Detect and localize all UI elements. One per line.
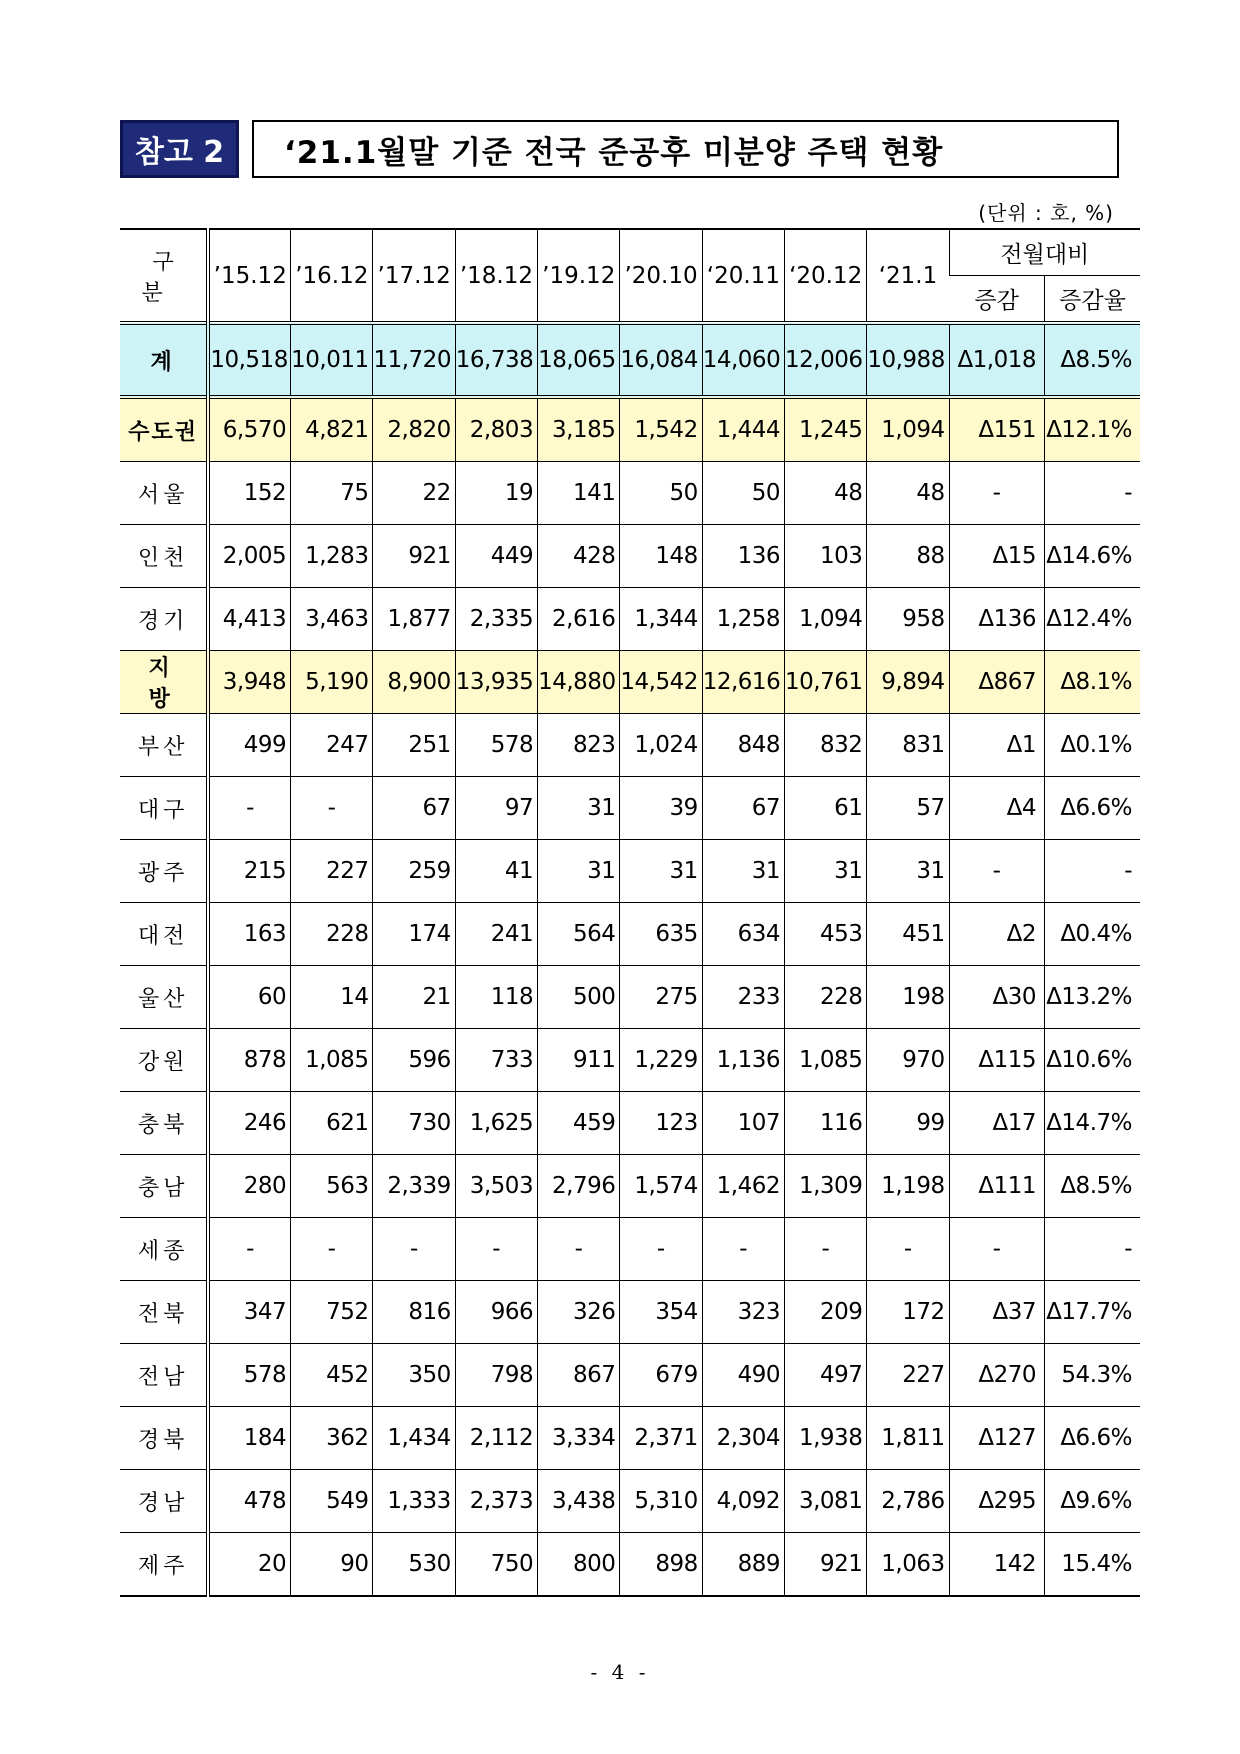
rate-cell: Δ6.6%	[1045, 777, 1140, 840]
header-period: ’15.12	[208, 229, 290, 323]
change-cell: Δ111	[949, 1155, 1044, 1218]
change-cell: Δ1	[949, 714, 1044, 777]
value-cell: 3,081	[785, 1470, 867, 1533]
rate-cell: Δ12.4%	[1045, 588, 1140, 651]
value-cell: 10,761	[785, 651, 867, 714]
value-cell: -	[867, 1218, 949, 1281]
value-cell: 14,880	[538, 651, 620, 714]
rate-cell: Δ0.1%	[1045, 714, 1140, 777]
value-cell: 2,371	[620, 1407, 702, 1470]
table-row	[120, 397, 1140, 462]
value-cell: 3,503	[455, 1155, 537, 1218]
value-cell: 578	[208, 1344, 290, 1407]
region-cell: 경남	[120, 1470, 208, 1533]
value-cell: 3,948	[208, 651, 290, 714]
value-cell: 48	[867, 462, 949, 525]
value-cell: 39	[620, 777, 702, 840]
value-cell: 75	[291, 462, 373, 525]
value-cell: 6,570	[208, 397, 290, 462]
rate-cell: -	[1045, 840, 1140, 903]
header-period: ’17.12	[373, 229, 455, 323]
value-cell: 22	[373, 462, 455, 525]
change-cell: Δ270	[949, 1344, 1044, 1407]
value-cell: 31	[538, 840, 620, 903]
value-cell: 1,444	[702, 397, 784, 462]
value-cell: 848	[702, 714, 784, 777]
region-cell: 전북	[120, 1281, 208, 1344]
value-cell: 2,112	[455, 1407, 537, 1470]
value-cell: 14,060	[702, 323, 784, 397]
header-period: ‘20.12	[785, 229, 867, 323]
value-cell: 1,085	[785, 1029, 867, 1092]
region-cell: 서울	[120, 462, 208, 525]
value-cell: 326	[538, 1281, 620, 1344]
rate-cell: Δ8.5%	[1045, 1155, 1140, 1218]
value-cell: 459	[538, 1092, 620, 1155]
value-cell: 750	[455, 1533, 537, 1597]
rate-cell: Δ13.2%	[1045, 966, 1140, 1029]
value-cell: 209	[785, 1281, 867, 1344]
header-change: 증감	[949, 276, 1044, 324]
region-cell: 충남	[120, 1155, 208, 1218]
value-cell: 4,092	[702, 1470, 784, 1533]
unit-note: (단위 : 호, %)	[978, 201, 1114, 225]
value-cell: 90	[291, 1533, 373, 1597]
value-cell: 4,413	[208, 588, 290, 651]
change-cell: Δ15	[949, 525, 1044, 588]
change-cell: Δ2	[949, 903, 1044, 966]
value-cell: 16,738	[455, 323, 537, 397]
value-cell: 31	[702, 840, 784, 903]
value-cell: 9,894	[867, 651, 949, 714]
value-cell: 530	[373, 1533, 455, 1597]
value-cell: 621	[291, 1092, 373, 1155]
value-cell: 1,136	[702, 1029, 784, 1092]
value-cell: -	[208, 777, 290, 840]
region-cell: 수도권	[120, 397, 208, 462]
value-cell: 136	[702, 525, 784, 588]
table-row	[120, 525, 1140, 588]
value-cell: 99	[867, 1092, 949, 1155]
value-cell: 1,094	[867, 397, 949, 462]
value-cell: 1,283	[291, 525, 373, 588]
value-cell: 4,821	[291, 397, 373, 462]
header-period: ’20.10	[620, 229, 702, 323]
table-row	[120, 714, 1140, 777]
header-period: ‘21.1	[867, 229, 949, 323]
region-cell: 인천	[120, 525, 208, 588]
value-cell: 2,796	[538, 1155, 620, 1218]
region-cell: 세종	[120, 1218, 208, 1281]
value-cell: 247	[291, 714, 373, 777]
value-cell: 3,185	[538, 397, 620, 462]
change-cell: Δ136	[949, 588, 1044, 651]
rate-cell: Δ8.5%	[1045, 323, 1140, 397]
value-cell: 1,024	[620, 714, 702, 777]
change-cell: Δ1,018	[949, 323, 1044, 397]
change-cell: Δ17	[949, 1092, 1044, 1155]
value-cell: 564	[538, 903, 620, 966]
value-cell: 730	[373, 1092, 455, 1155]
change-cell: Δ127	[949, 1407, 1044, 1470]
rate-cell: Δ6.6%	[1045, 1407, 1140, 1470]
region-cell: 경북	[120, 1407, 208, 1470]
value-cell: 215	[208, 840, 290, 903]
value-cell: 1,462	[702, 1155, 784, 1218]
value-cell: -	[538, 1218, 620, 1281]
value-cell: 246	[208, 1092, 290, 1155]
region-cell: 전남	[120, 1344, 208, 1407]
region-cell: 강원	[120, 1029, 208, 1092]
value-cell: 1,344	[620, 588, 702, 651]
table-row	[120, 1470, 1140, 1533]
value-cell: 752	[291, 1281, 373, 1344]
table-row	[120, 966, 1140, 1029]
region-cell: 계	[120, 323, 208, 397]
rate-cell: Δ12.1%	[1045, 397, 1140, 462]
value-cell: 163	[208, 903, 290, 966]
value-cell: -	[208, 1218, 290, 1281]
value-cell: 97	[455, 777, 537, 840]
value-cell: 2,820	[373, 397, 455, 462]
value-cell: -	[291, 1218, 373, 1281]
region-cell: 대전	[120, 903, 208, 966]
value-cell: 184	[208, 1407, 290, 1470]
reference-badge: 참고 2	[120, 120, 239, 178]
value-cell: 227	[867, 1344, 949, 1407]
value-cell: 362	[291, 1407, 373, 1470]
rate-cell: 15.4%	[1045, 1533, 1140, 1597]
value-cell: 123	[620, 1092, 702, 1155]
value-cell: 1,333	[373, 1470, 455, 1533]
value-cell: 2,304	[702, 1407, 784, 1470]
header-mom: 전월대비	[949, 229, 1140, 276]
value-cell: 19	[455, 462, 537, 525]
change-cell: -	[949, 840, 1044, 903]
region-cell: 경기	[120, 588, 208, 651]
value-cell: 889	[702, 1533, 784, 1597]
value-cell: 241	[455, 903, 537, 966]
value-cell: 831	[867, 714, 949, 777]
table-row	[120, 1155, 1140, 1218]
value-cell: 323	[702, 1281, 784, 1344]
value-cell: 2,373	[455, 1470, 537, 1533]
value-cell: 563	[291, 1155, 373, 1218]
value-cell: 50	[620, 462, 702, 525]
value-cell: 867	[538, 1344, 620, 1407]
value-cell: 12,006	[785, 323, 867, 397]
value-cell: 103	[785, 525, 867, 588]
region-cell: 울산	[120, 966, 208, 1029]
value-cell: 452	[291, 1344, 373, 1407]
value-cell: 1,877	[373, 588, 455, 651]
rate-cell: -	[1045, 1218, 1140, 1281]
rate-cell: Δ8.1%	[1045, 651, 1140, 714]
header-rate: 증감율	[1045, 276, 1140, 324]
value-cell: 679	[620, 1344, 702, 1407]
header-period: ‘20.11	[702, 229, 784, 323]
value-cell: -	[785, 1218, 867, 1281]
value-cell: 5,190	[291, 651, 373, 714]
region-cell: 충북	[120, 1092, 208, 1155]
table-row	[120, 903, 1140, 966]
value-cell: 31	[785, 840, 867, 903]
value-cell: 174	[373, 903, 455, 966]
table-row	[120, 840, 1140, 903]
value-cell: 2,803	[455, 397, 537, 462]
value-cell: 280	[208, 1155, 290, 1218]
value-cell: 228	[785, 966, 867, 1029]
change-cell: 142	[949, 1533, 1044, 1597]
value-cell: 1,574	[620, 1155, 702, 1218]
rate-cell: Δ0.4%	[1045, 903, 1140, 966]
value-cell: -	[702, 1218, 784, 1281]
value-cell: 354	[620, 1281, 702, 1344]
header-category: 구 분	[120, 229, 208, 323]
value-cell: 970	[867, 1029, 949, 1092]
rate-cell: Δ10.6%	[1045, 1029, 1140, 1092]
value-cell: 14,542	[620, 651, 702, 714]
value-cell: 88	[867, 525, 949, 588]
rate-cell: Δ14.6%	[1045, 525, 1140, 588]
value-cell: 172	[867, 1281, 949, 1344]
value-cell: 451	[867, 903, 949, 966]
value-cell: 2,616	[538, 588, 620, 651]
table-row	[120, 1344, 1140, 1407]
value-cell: 10,518	[208, 323, 290, 397]
value-cell: 1,094	[785, 588, 867, 651]
table-row	[120, 1218, 1140, 1281]
value-cell: 67	[702, 777, 784, 840]
header-period: ’16.12	[291, 229, 373, 323]
value-cell: 2,005	[208, 525, 290, 588]
value-cell: 259	[373, 840, 455, 903]
page-title: ‘21.1월말 기준 전국 준공후 미분양 주택 현황	[252, 120, 1119, 178]
value-cell: 21	[373, 966, 455, 1029]
change-cell: Δ151	[949, 397, 1044, 462]
value-cell: 2,786	[867, 1470, 949, 1533]
table-row	[120, 323, 1140, 397]
value-cell: 490	[702, 1344, 784, 1407]
value-cell: 816	[373, 1281, 455, 1344]
value-cell: -	[291, 777, 373, 840]
value-cell: 116	[785, 1092, 867, 1155]
value-cell: 148	[620, 525, 702, 588]
rate-cell: Δ17.7%	[1045, 1281, 1140, 1344]
change-cell: -	[949, 462, 1044, 525]
value-cell: 1,085	[291, 1029, 373, 1092]
value-cell: 453	[785, 903, 867, 966]
value-cell: 823	[538, 714, 620, 777]
value-cell: 16,084	[620, 323, 702, 397]
change-cell: Δ37	[949, 1281, 1044, 1344]
value-cell: 347	[208, 1281, 290, 1344]
value-cell: 832	[785, 714, 867, 777]
table-row	[120, 1533, 1140, 1597]
change-cell: Δ115	[949, 1029, 1044, 1092]
value-cell: 11,720	[373, 323, 455, 397]
table-row	[120, 1281, 1140, 1344]
value-cell: 500	[538, 966, 620, 1029]
change-cell: Δ4	[949, 777, 1044, 840]
value-cell: 18,065	[538, 323, 620, 397]
value-cell: 921	[373, 525, 455, 588]
change-cell: -	[949, 1218, 1044, 1281]
rate-cell: 54.3%	[1045, 1344, 1140, 1407]
value-cell: 497	[785, 1344, 867, 1407]
value-cell: 3,438	[538, 1470, 620, 1533]
value-cell: 107	[702, 1092, 784, 1155]
value-cell: 428	[538, 525, 620, 588]
rate-cell: Δ14.7%	[1045, 1092, 1140, 1155]
value-cell: 911	[538, 1029, 620, 1092]
value-cell: 1,229	[620, 1029, 702, 1092]
value-cell: 10,988	[867, 323, 949, 397]
value-cell: 275	[620, 966, 702, 1029]
region-cell: 광주	[120, 840, 208, 903]
value-cell: 966	[455, 1281, 537, 1344]
value-cell: 227	[291, 840, 373, 903]
value-cell: 251	[373, 714, 455, 777]
table-row	[120, 777, 1140, 840]
table-row	[120, 1407, 1140, 1470]
change-cell: Δ295	[949, 1470, 1044, 1533]
value-cell: 8,900	[373, 651, 455, 714]
value-cell: 118	[455, 966, 537, 1029]
value-cell: 10,011	[291, 323, 373, 397]
table-row	[120, 651, 1140, 714]
value-cell: 13,935	[455, 651, 537, 714]
value-cell: 898	[620, 1533, 702, 1597]
table-row	[120, 462, 1140, 525]
value-cell: 1,258	[702, 588, 784, 651]
rate-cell: Δ9.6%	[1045, 1470, 1140, 1533]
page-number: - 4 -	[590, 1660, 650, 1684]
value-cell: 14	[291, 966, 373, 1029]
value-cell: 228	[291, 903, 373, 966]
value-cell: 1,625	[455, 1092, 537, 1155]
value-cell: 578	[455, 714, 537, 777]
value-cell: 635	[620, 903, 702, 966]
unsold-housing-table	[120, 228, 1140, 1597]
table-row	[120, 1092, 1140, 1155]
value-cell: 12,616	[702, 651, 784, 714]
value-cell: 41	[455, 840, 537, 903]
value-cell: 48	[785, 462, 867, 525]
value-cell: 1,811	[867, 1407, 949, 1470]
value-cell: 141	[538, 462, 620, 525]
rate-cell: -	[1045, 462, 1140, 525]
region-cell: 제주	[120, 1533, 208, 1597]
value-cell: 31	[867, 840, 949, 903]
value-cell: 1,245	[785, 397, 867, 462]
value-cell: 1,938	[785, 1407, 867, 1470]
value-cell: -	[455, 1218, 537, 1281]
value-cell: 634	[702, 903, 784, 966]
region-cell: 부산	[120, 714, 208, 777]
value-cell: 2,339	[373, 1155, 455, 1218]
value-cell: 549	[291, 1470, 373, 1533]
value-cell: 1,542	[620, 397, 702, 462]
value-cell: 152	[208, 462, 290, 525]
value-cell: 596	[373, 1029, 455, 1092]
value-cell: 5,310	[620, 1470, 702, 1533]
value-cell: 31	[538, 777, 620, 840]
value-cell: 198	[867, 966, 949, 1029]
change-cell: Δ867	[949, 651, 1044, 714]
header-period: ’19.12	[538, 229, 620, 323]
value-cell: 800	[538, 1533, 620, 1597]
value-cell: 233	[702, 966, 784, 1029]
value-cell: 798	[455, 1344, 537, 1407]
value-cell: 921	[785, 1533, 867, 1597]
value-cell: 958	[867, 588, 949, 651]
value-cell: 60	[208, 966, 290, 1029]
value-cell: 67	[373, 777, 455, 840]
region-cell: 지 방	[120, 651, 208, 714]
value-cell: 3,463	[291, 588, 373, 651]
value-cell: 1,434	[373, 1407, 455, 1470]
value-cell: -	[620, 1218, 702, 1281]
value-cell: 733	[455, 1029, 537, 1092]
value-cell: 1,309	[785, 1155, 867, 1218]
value-cell: 478	[208, 1470, 290, 1533]
value-cell: 1,063	[867, 1533, 949, 1597]
value-cell: -	[373, 1218, 455, 1281]
header-period: ’18.12	[455, 229, 537, 323]
value-cell: 31	[620, 840, 702, 903]
value-cell: 1,198	[867, 1155, 949, 1218]
value-cell: 61	[785, 777, 867, 840]
table-row	[120, 1029, 1140, 1092]
value-cell: 2,335	[455, 588, 537, 651]
value-cell: 20	[208, 1533, 290, 1597]
value-cell: 878	[208, 1029, 290, 1092]
value-cell: 350	[373, 1344, 455, 1407]
region-cell: 대구	[120, 777, 208, 840]
value-cell: 449	[455, 525, 537, 588]
value-cell: 57	[867, 777, 949, 840]
change-cell: Δ30	[949, 966, 1044, 1029]
value-cell: 3,334	[538, 1407, 620, 1470]
value-cell: 499	[208, 714, 290, 777]
table-row	[120, 588, 1140, 651]
value-cell: 50	[702, 462, 784, 525]
